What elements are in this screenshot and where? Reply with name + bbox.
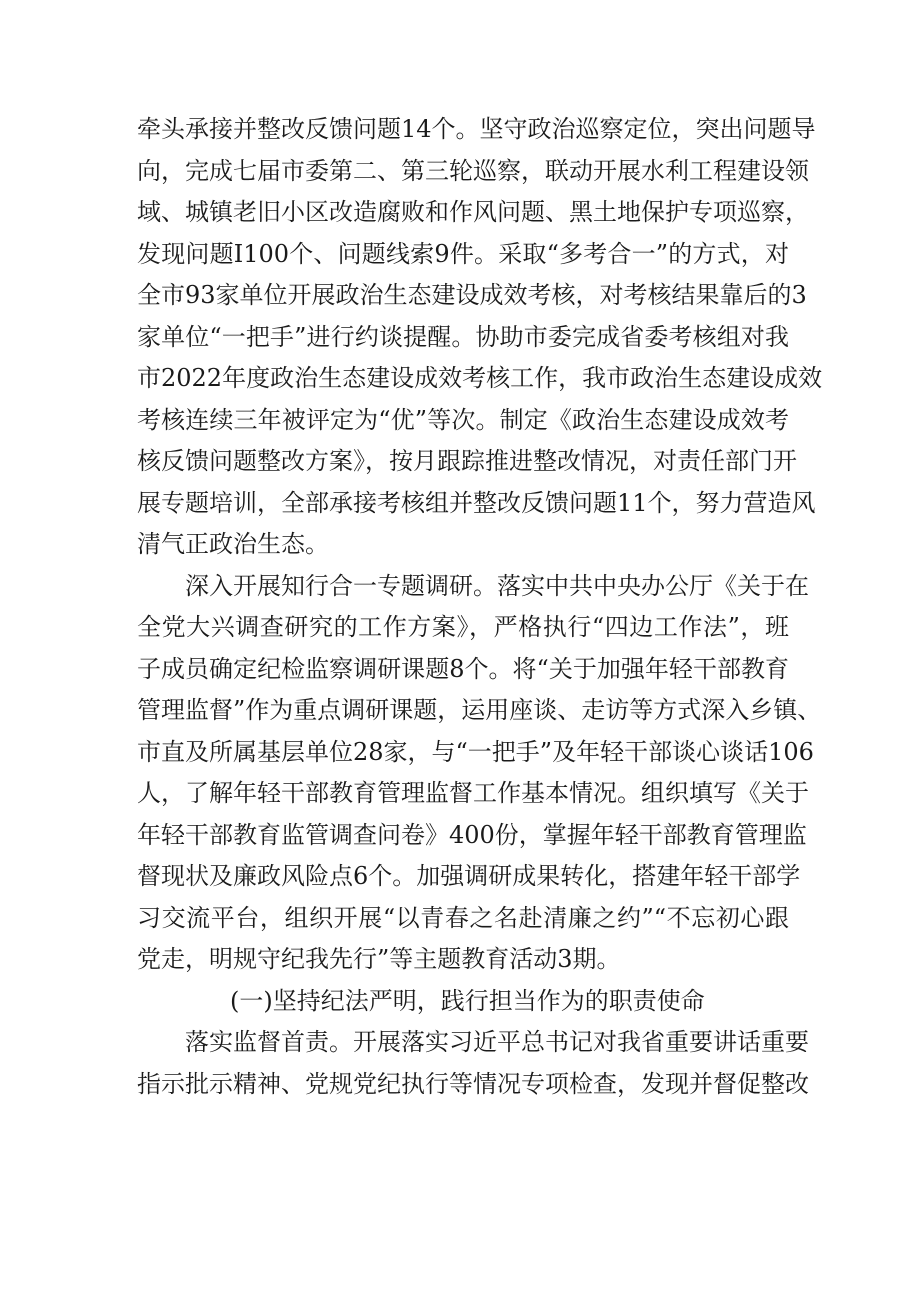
text-line: 全党大兴调查研究的工作方案》，严格执行“四边工作法”，班 bbox=[137, 613, 789, 641]
document-page bbox=[137, 109, 823, 1105]
text-line: 人，了解年轻干部教育管理监督工作基本情况。组织填写《关于 bbox=[137, 779, 809, 807]
text-line: 党走，明规守纪我先行”等主题教育活动3期。 bbox=[137, 945, 621, 973]
text-line: 全市93家单位开展政治生态建设成效考核，对考核结果靠后的3 bbox=[137, 281, 807, 309]
paragraph-political-ecology bbox=[137, 109, 823, 566]
text-line: 指示批示精神、党规党纪执行等情况专项检查，发现并督促整改 bbox=[137, 1069, 809, 1098]
text-line: 发现问题I100个、问题线索9件。采取“多考合一”的方式，对 bbox=[137, 239, 789, 268]
section-heading-text: (一)坚持纪法严明，践行担当作为的职责使命 bbox=[230, 986, 705, 1015]
text-line: 牵头承接并整改反馈问题14个。坚守政治巡察定位，突出问题导 bbox=[137, 115, 816, 143]
text-line: 年轻干部教育监管调查问卷》400份，掌握年轻干部教育管理监 bbox=[137, 820, 807, 849]
text-line: 展专题培训，全部承接考核组并整改反馈问题11个，努力营造风 bbox=[137, 488, 816, 517]
text-line: 家单位“一把手”进行约谈提醒。协助市委完成省委考核组对我 bbox=[137, 322, 789, 351]
text-line: 子成员确定纪检监察调研课题8个。将“关于加强年轻干部教育 bbox=[137, 654, 789, 683]
section-heading bbox=[137, 981, 789, 1023]
text-line: 深入开展知行合一专题调研。落实中共中央办公厅《关于在 bbox=[185, 571, 809, 600]
text-line: 市2022年度政治生态建设成效考核工作，我市政治生态建设成效 bbox=[137, 364, 823, 392]
text-line: 督现状及廉政风险点6个。加强调研成果转化，搭建年轻干部学 bbox=[137, 862, 801, 890]
paragraph-research bbox=[137, 566, 822, 981]
text-line: 考核连续三年被评定为“优”等次。制定《政治生态建设成效考 bbox=[137, 405, 789, 434]
text-line: 管理监督”作为重点调研课题，运用座谈、走访等方式深入乡镇、 bbox=[137, 696, 822, 724]
text-line: 核反馈问题整改方案》，按月跟踪推进整改情况，对责任部门开 bbox=[137, 447, 797, 475]
text-line: 市直及所属基层单位28家，与“一把手”及年轻干部谈心谈话106 bbox=[137, 737, 814, 766]
text-line: 清气正政治生态。 bbox=[137, 530, 329, 558]
text-line: 域、城镇老旧小区改造腐败和作风问题、黑土地保护专项巡察， bbox=[137, 198, 809, 226]
text-line: 向，完成七届市委第二、第三轮巡察，联动开展水利工程建设领 bbox=[137, 156, 809, 185]
paragraph-supervision bbox=[137, 1022, 809, 1105]
text-line: 习交流平台，组织开展“以青春之名赴清廉之约”“不忘初心跟 bbox=[137, 903, 789, 932]
text-line: 落实监督首责。开展落实习近平总书记对我省重要讲话重要 bbox=[185, 1028, 809, 1056]
